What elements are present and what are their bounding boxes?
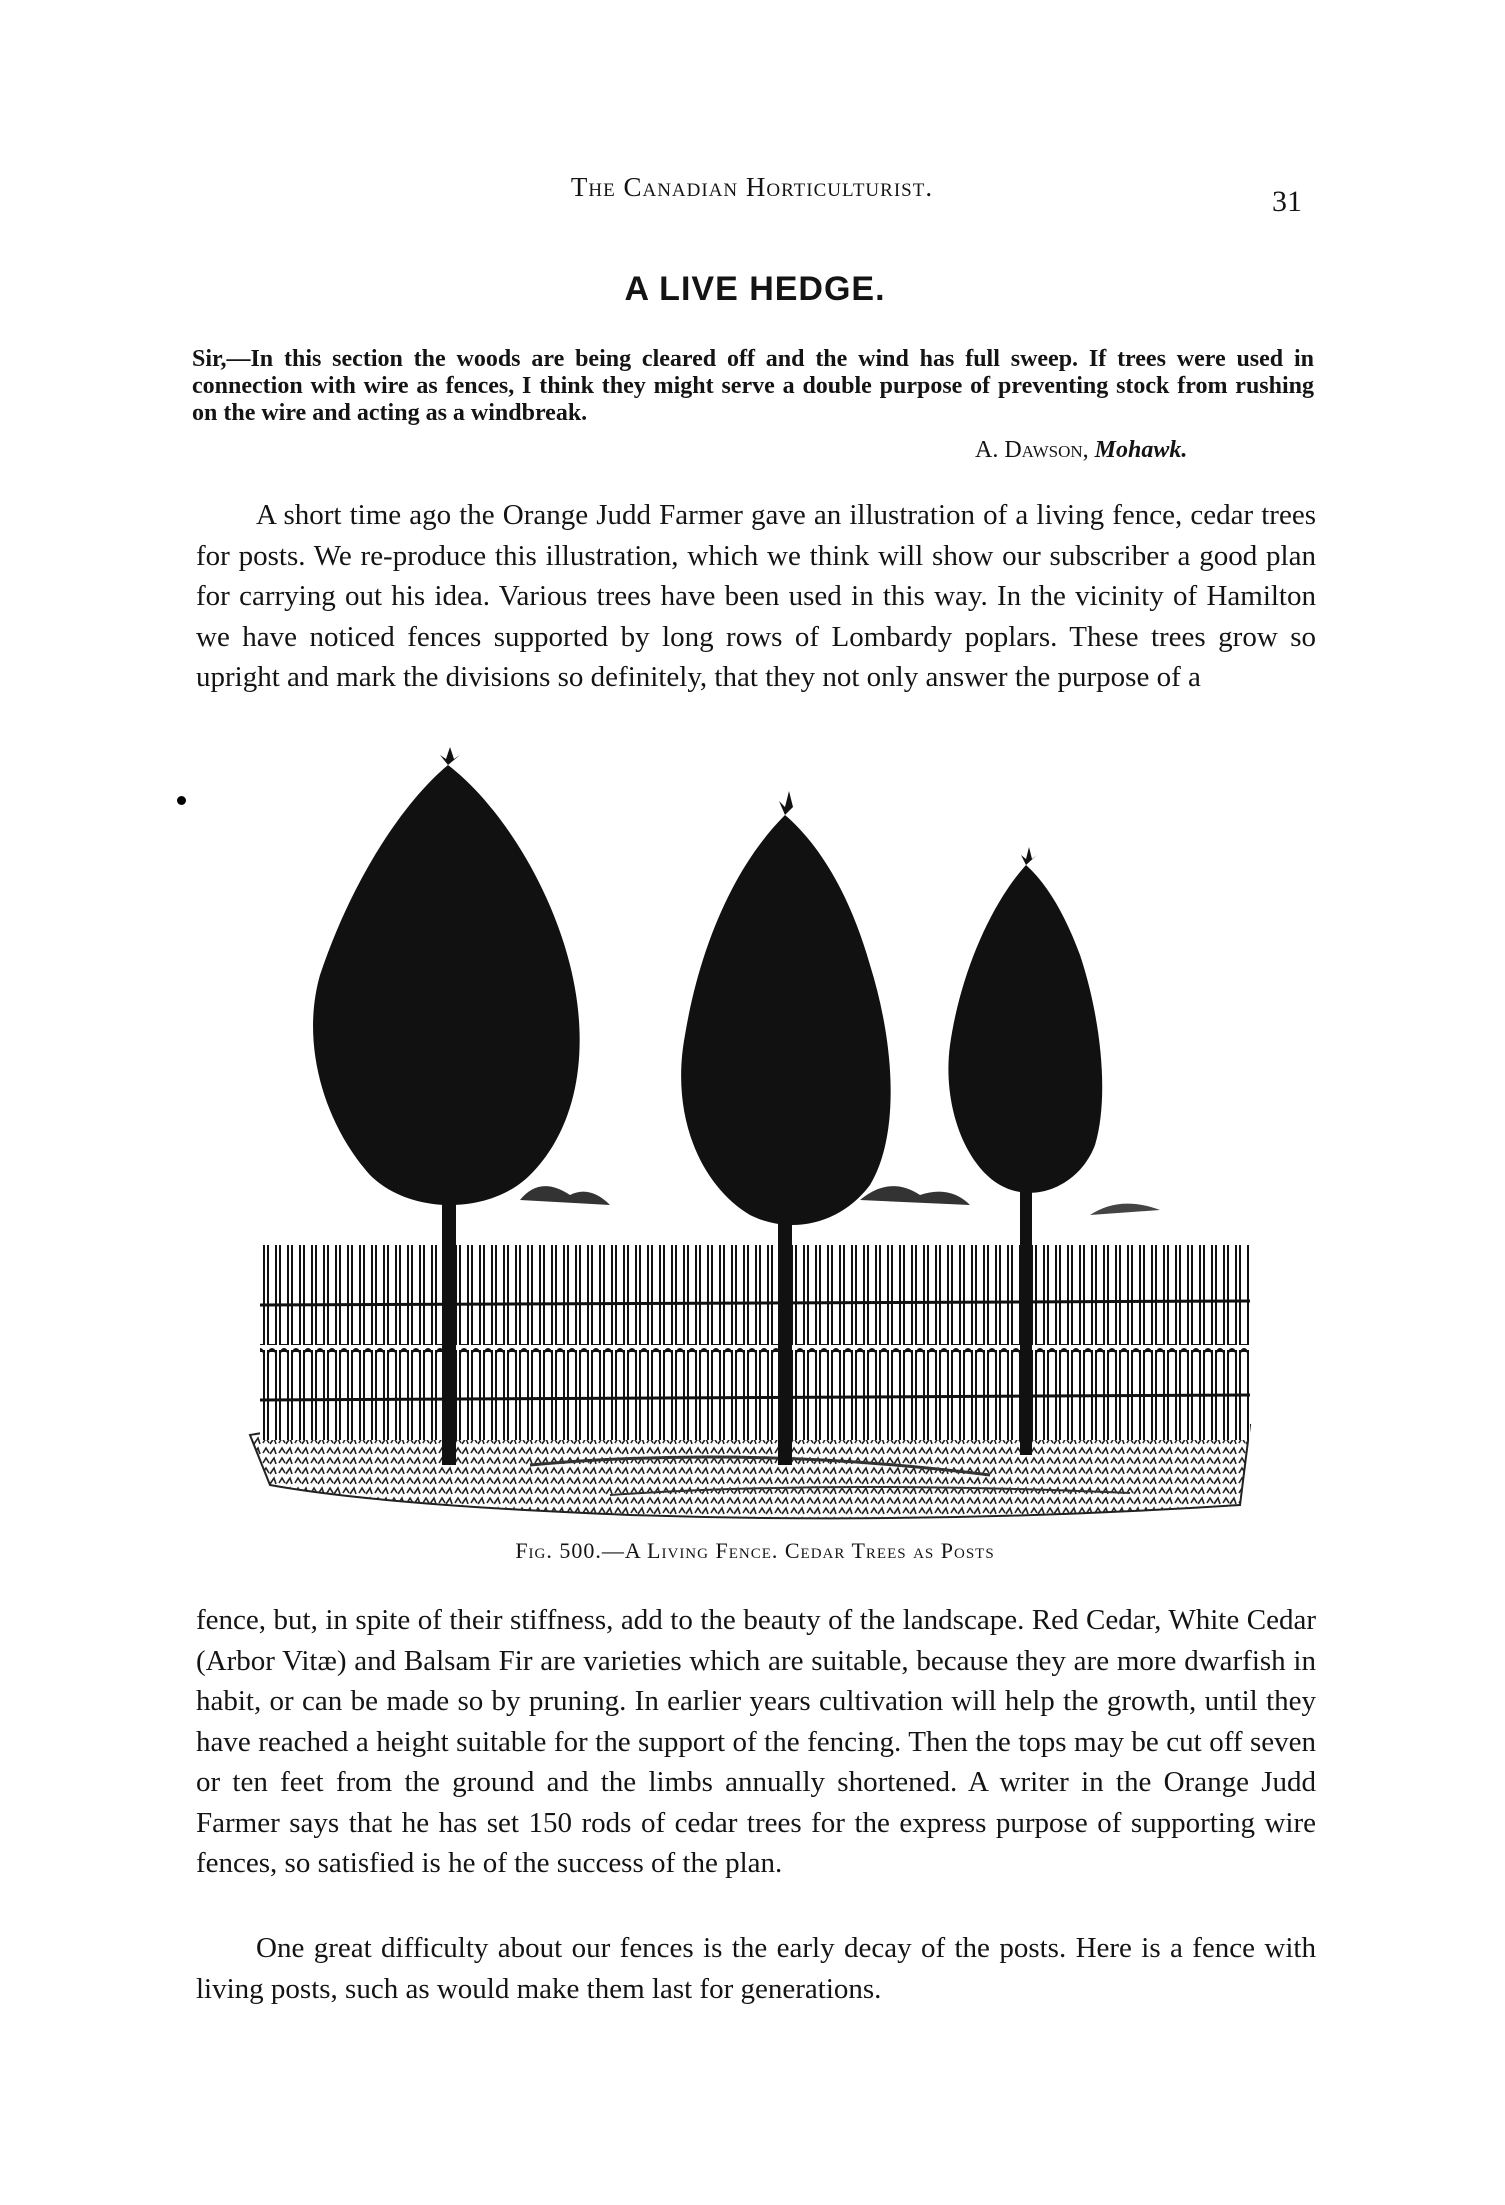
running-head: The Canadian Horticulturist. <box>570 172 934 202</box>
margin-mark <box>177 796 186 805</box>
article-title: A LIVE HEDGE. <box>624 270 886 308</box>
reader-letter: Sir,—In this section the woods are being cleared off and the wind has full sweep. If trees were used in connection with wire as fences, I think they might serve a double purpose of preventing stock from rushing on the wire and acting as a windbreak. <box>192 346 1314 426</box>
body-paragraph-1: A short time ago the Orange Judd Farmer gave an illustration of a living fence, cedar trees for posts. We re-produce this illustration, which we think will show our subscriber a good plan for carrying out his idea. Various trees have been used in this way. In the vicinity of Hamilton we have noticed fences supported by long rows of Lombardy poplars. These trees grow so upright and mark the divisions so definitely, that they not only answer the purpose of a <box>196 499 1316 693</box>
figure-caption: Fig. 500.—A Living Fence. Cedar Trees as Posts <box>515 1538 995 1563</box>
body-paragraph-3: One great difficulty about our fences is the early decay of the posts. Here is a fence with living posts, such as would make them last for generations. <box>196 1932 1316 2005</box>
figure-illustration <box>230 745 1280 1535</box>
body-paragraph-2: fence, but, in spite of their stiffness, add to the beauty of the landscape. Red Cedar, White Cedar (Arbor Vitæ) and Balsam Fir are varieties which are suitable, because they are more dwarfish in habit, or can be made so by pruning. In earlier years cultivation will help the growth, until they have reached a height suitable for the support of the fencing. Then the tops may be cut off seven or ten feet from the ground and the limbs annually shortened. A writer in the Orange Judd Farmer says that he has set 150 rods of cedar trees for the express purpose of supporting wire fences, so satisfied is he of the success of the plan. <box>196 1604 1316 1879</box>
page-number: 31 <box>1272 185 1302 218</box>
signature-place: Mohawk. <box>1094 437 1188 463</box>
signature-name: A. Dawson, <box>975 437 1089 463</box>
letter-signature <box>975 437 1187 464</box>
